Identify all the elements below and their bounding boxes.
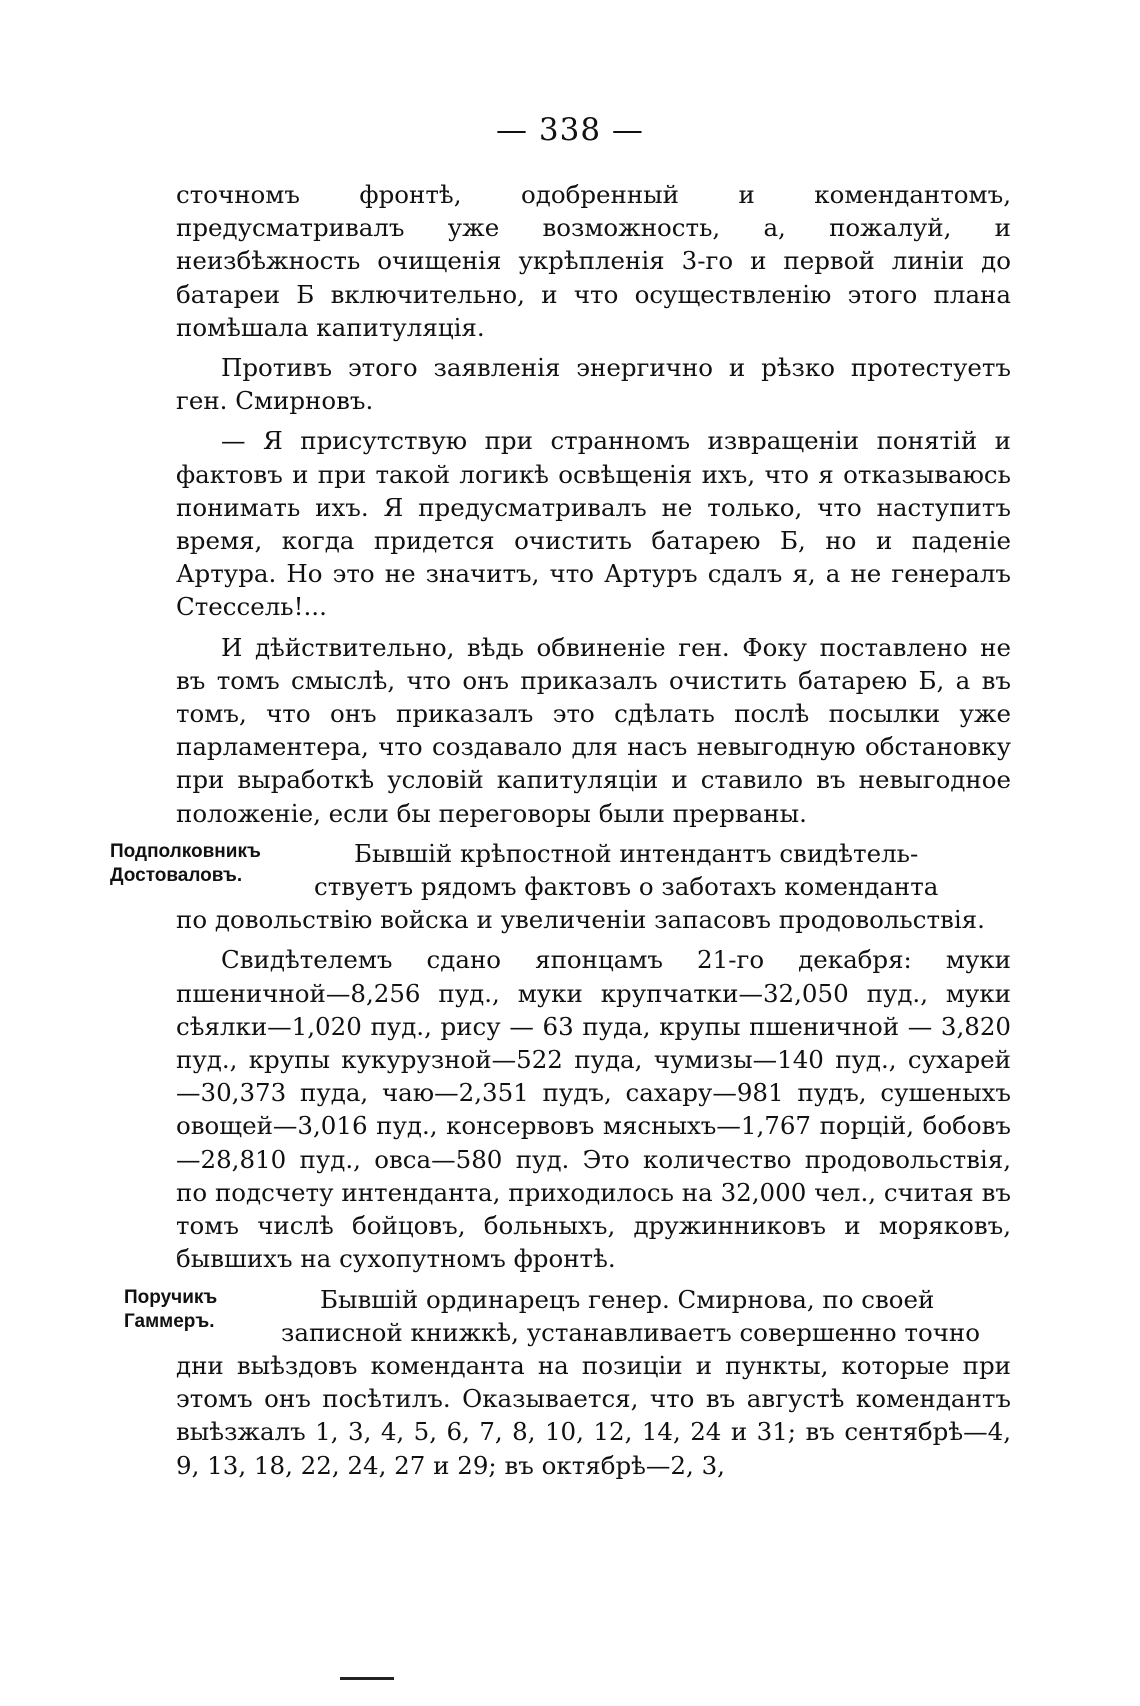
testimony-line: Бывшій ординарецъ генер. Смирнова, по своей <box>320 1284 935 1314</box>
margin-label-surname: Достоваловъ. <box>110 864 243 886</box>
paragraph-supplies-list: Свидѣтелемъ сдано японцамъ 21-го декабря: муки пшеничной—8,256 пуд., муки крупчатки—32,050 пуд., муки сѣялки—1,020 пуд., рису — 63 пуда, крупы пшеничной — 3,820 пуд., крупы кукурузной—522 пуда, чумизы—140 пуд., сухарей—30,373 пуда, чаю—2,351 пудъ, сахару—981 пудъ, сушеныхъ овощей—3,016 пуд., консервовъ мясныхъ—1,767 порцій, бобовъ—28,810 пуд., овса—580 пуд. Это количество продовольствія, по подсчету интенданта, приходилось на 32,000 чел., считая въ томъ числѣ бойцовъ, больныхъ, дружинниковъ и моряковъ, бывшихъ на сухопутномъ фронтѣ. <box>176 945 1011 1274</box>
margin-label-rank: Поручикъ <box>124 1286 218 1308</box>
footer-rule <box>340 1677 394 1680</box>
paragraph-protest: Противъ этого заявленія энергично и рѣзко протестуетъ ген. Смирновъ. <box>176 353 1011 416</box>
testimony-text: дни выѣздовъ коменданта на позиціи и пункты, которые при этомъ онъ посѣтилъ. Оказывается, что въ августѣ комендантъ выѣзжалъ 1, 3, 4, 5, 6, 7, 8, 10, 12, 14, 24 и 31; въ сентябрѣ—4, 9, 13, 18, 22, 24, 27 и 29; въ октябрѣ—2, 3, <box>176 1350 1011 1480</box>
margin-label-surname: Гаммеръ. <box>124 1310 215 1332</box>
paragraph-quote-smirnov: — Я присутствую при странномъ извращеніи понятій и фактовъ и при такой логикѣ освѣщенія ихъ, что я отказываюсь понимать ихъ. Я предусматривалъ не только, что наступитъ время, когда придется очистить батарею Б, но и паденіе Артура. Но это не значитъ, что Артуръ сдалъ я, а не генералъ Стессель!... <box>176 426 1011 622</box>
testimony-dostovalov <box>110 837 1011 937</box>
testimony-line: ствуетъ рядомъ фактовъ о заботахъ коменданта <box>314 872 939 902</box>
paragraph-fok-accusation: И дѣйствительно, вѣдь обвиненіе ген. Фоку поставлено не въ томъ смыслѣ, что онъ приказалъ очистить батарею Б, а въ томъ, что онъ приказалъ это сдѣлать послѣ посылки уже парламентера, что создавало для насъ невыгодную обстановку при выработкѣ условій капитуляціи и ставило въ невыгодное положеніе, если бы переговоры были прерваны. <box>176 632 1011 828</box>
paragraph-continuation: сточномъ фронтѣ, одобренный и комендантомъ, предусматривалъ уже возможность, а, пожалуй, и неизбѣжность очищенія укрѣпленія 3-го и первой линіи до батареи Б включительно, и что осуществленію этого плана помѣшала капитуляція. <box>176 180 1011 342</box>
testimony-line: Бывшій крѣпостной интендантъ свидѣтель- <box>354 838 919 868</box>
page-number: — 338 — <box>496 112 644 148</box>
testimony-line: записной книжкѣ, устанавливаетъ совершенно точно <box>281 1317 980 1347</box>
margin-label-gammer <box>124 1286 314 1334</box>
margin-label-rank: Подполковникъ <box>110 840 261 862</box>
testimony-text: по довольствію войска и увеличеніи запасовъ продовольствія. <box>176 905 985 935</box>
testimony-gammer <box>124 1283 1011 1482</box>
body-text <box>110 178 1011 1482</box>
margin-label-dostovalov <box>110 840 300 888</box>
